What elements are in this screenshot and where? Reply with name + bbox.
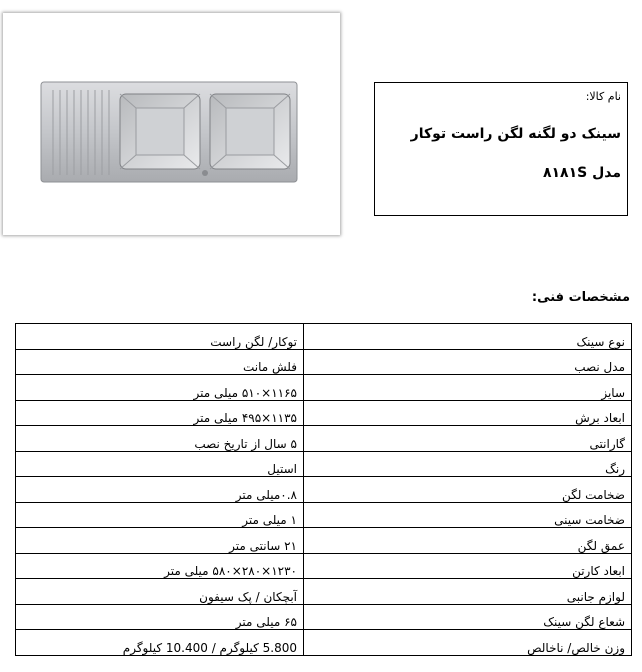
table-row [16, 477, 632, 503]
bowl-right [210, 94, 290, 169]
product-label: نام کالا: [585, 90, 621, 103]
spec-value: ۱۱۳۵×۴۹۵ میلی متر [16, 400, 304, 426]
spec-key: لوازم جانبی [304, 579, 632, 605]
table-row [16, 375, 632, 401]
spec-key: ضخامت لگن [304, 477, 632, 503]
table-row [16, 400, 632, 426]
spec-key: وزن خالص/ ناخالص [304, 630, 632, 656]
table-row [16, 579, 632, 605]
spec-value: 5.800 کیلوگرم / 10.400 کیلوگرم [16, 630, 304, 656]
product-name: سینک دو لگنه لگن راست توکار [410, 126, 621, 142]
table-row [16, 349, 632, 375]
spec-key: رنگ [304, 451, 632, 477]
spec-key: شعاع لگن سینک [304, 604, 632, 630]
spec-value: استیل [16, 451, 304, 477]
spec-value: ۱۲۳۰×۲۸۰×۵۸۰ میلی متر [16, 553, 304, 579]
spec-value: ۰.۸میلی متر [16, 477, 304, 503]
table-row [16, 451, 632, 477]
spec-value: فلش مانت [16, 349, 304, 375]
spec-title: مشخصات فنی: [531, 290, 630, 305]
table-row [16, 528, 632, 554]
spec-table [15, 323, 632, 656]
spec-value: ۱۱۶۵×۵۱۰ میلی متر [16, 375, 304, 401]
spec-key: سایز [304, 375, 632, 401]
spec-value: ۱ میلی متر [16, 502, 304, 528]
spec-value: ۲۱ سانتی متر [16, 528, 304, 554]
spec-key: ابعاد کارتن [304, 553, 632, 579]
product-model: مدل ۸۱۸۱S [542, 165, 621, 181]
product-image [3, 13, 340, 235]
spec-key: مدل نصب [304, 349, 632, 375]
table-row [16, 324, 632, 350]
spec-key: ضخامت سینی [304, 502, 632, 528]
spec-key: نوع سینک [304, 324, 632, 350]
table-row [16, 630, 632, 656]
spec-value: توکار/ لگن راست [16, 324, 304, 350]
table-row [16, 553, 632, 579]
spec-value: ۵ سال از تاریخ نصب [16, 426, 304, 452]
sink-illustration [3, 13, 340, 235]
table-row [16, 502, 632, 528]
table-row [16, 604, 632, 630]
product-info-box [374, 82, 628, 216]
bowl-left [120, 94, 200, 169]
spec-value: آبچکان / پک سیفون [16, 579, 304, 605]
table-row [16, 426, 632, 452]
spec-key: ابعاد برش [304, 400, 632, 426]
spec-key: گارانتی [304, 426, 632, 452]
spec-value: ۶۵ میلی متر [16, 604, 304, 630]
spec-key: عمق لگن [304, 528, 632, 554]
